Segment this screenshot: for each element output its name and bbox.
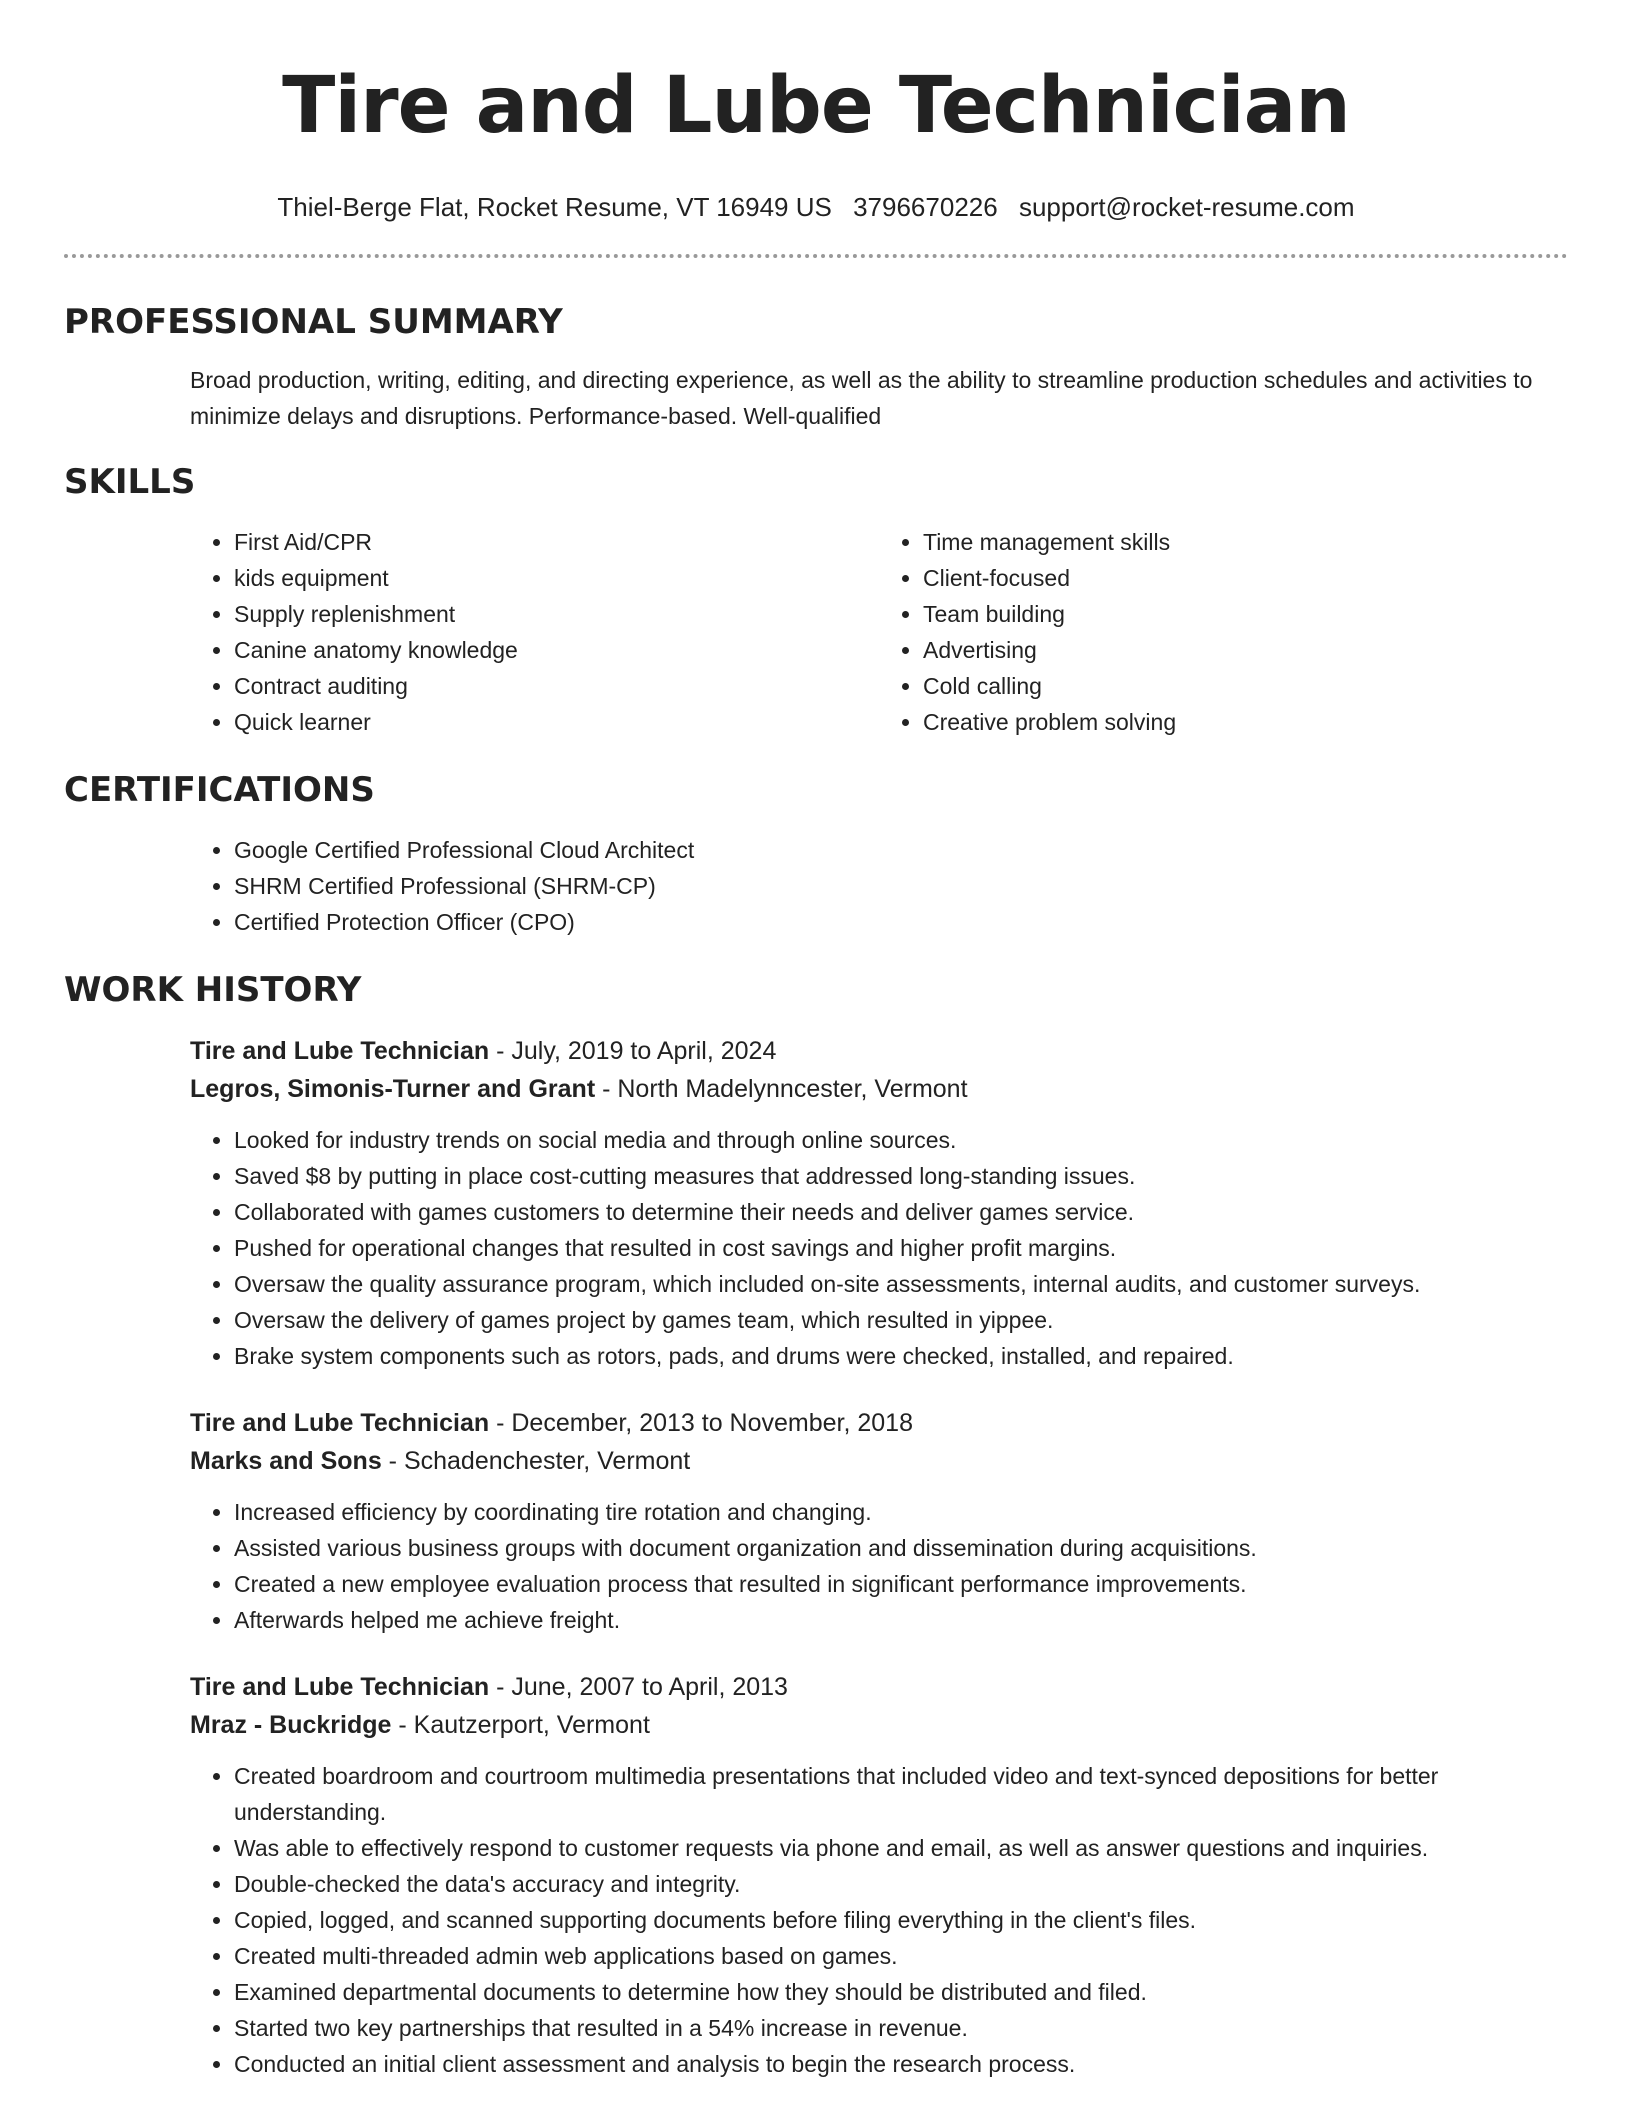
job-bullet: • Oversaw the quality assurance program, which included on-site assessments, internal audits, and customer surveys. <box>234 1266 1568 1302</box>
skill-item: • Team building <box>923 596 1568 632</box>
contact-phone[interactable]: 3796670226 <box>853 192 998 222</box>
section-title-summary: PROFESSIONAL SUMMARY <box>64 302 563 342</box>
section-title-certifications: CERTIFICATIONS <box>64 770 375 810</box>
skill-item: • Creative problem solving <box>923 704 1568 740</box>
job-title-line <box>190 1404 1568 1442</box>
job-company-line <box>190 1706 1568 1744</box>
job-bullets <box>190 1122 1568 1374</box>
job-company: Mraz - Buckridge <box>190 1711 392 1739</box>
job-bullet: • Created multi-threaded admin web applications based on games. <box>234 1938 1568 1974</box>
summary-text: Broad production, writing, editing, and directing experience, as well as the ability to streamline production schedules and activities to minimize delays and disruptions. Performance-based. Well-qualified <box>190 367 1533 429</box>
job-bullet: • Double-checked the data's accuracy and integrity. <box>234 1866 1568 1902</box>
resume-name: Tire and Lube Technician <box>282 61 1350 151</box>
job-company-line <box>190 1070 1568 1108</box>
job-bullets <box>190 1758 1568 2082</box>
job-bullet: • Created boardroom and courtroom multimedia presentations that included video and text-synced depositions for better understanding. <box>234 1758 1568 1830</box>
job-company-line <box>190 1442 1568 1480</box>
job-entry <box>190 1404 1568 1638</box>
job-bullet: • Afterwards helped me achieve freight. <box>234 1602 1568 1638</box>
job-bullet: • Increased efficiency by coordinating tire rotation and changing. <box>234 1494 1568 1530</box>
job-bullet: • Was able to effectively respond to customer requests via phone and email, as well as answer questions and inquiries. <box>234 1830 1568 1866</box>
contact-line <box>64 192 1568 222</box>
job-role: Tire and Lube Technician <box>190 1409 490 1437</box>
certification-item: • Certified Protection Officer (CPO) <box>234 904 1568 940</box>
skill-item: • Contract auditing <box>234 668 879 704</box>
job-location: - Kautzerport, Vermont <box>391 1711 650 1739</box>
skill-item: • Cold calling <box>923 668 1568 704</box>
job-bullet: • Collaborated with games customers to determine their needs and deliver games service. <box>234 1194 1568 1230</box>
job-location: - North Madelynncester, Vermont <box>595 1075 968 1103</box>
job-role: Tire and Lube Technician <box>190 1037 490 1065</box>
skills-list-right <box>879 524 1568 740</box>
job-dates: - July, 2019 to April, 2024 <box>489 1037 777 1065</box>
job-bullet: • Assisted various business groups with document organization and dissemination during acquisitions. <box>234 1530 1568 1566</box>
job-bullet: • Started two key partnerships that resulted in a 54% increase in revenue. <box>234 2010 1568 2046</box>
job-bullet: • Pushed for operational changes that resulted in cost savings and higher profit margins. <box>234 1230 1568 1266</box>
contact-address: Thiel-Berge Flat, Rocket Resume, VT 16949 US <box>277 192 832 222</box>
contact-email[interactable]: support@rocket-resume.com <box>1018 192 1355 222</box>
certifications-block <box>190 832 1568 940</box>
job-role: Tire and Lube Technician <box>190 1673 490 1701</box>
job-title-line <box>190 1032 1568 1070</box>
job-dates: - December, 2013 to November, 2018 <box>489 1409 913 1437</box>
skill-item: • Canine anatomy knowledge <box>234 632 879 668</box>
job-location: - Schadenchester, Vermont <box>381 1447 691 1475</box>
job-bullets <box>190 1494 1568 1638</box>
skill-item: • Quick learner <box>234 704 879 740</box>
certifications-list <box>190 832 1568 940</box>
job-bullet: • Copied, logged, and scanned supporting documents before filing everything in the client's files. <box>234 1902 1568 1938</box>
skill-item: • Advertising <box>923 632 1568 668</box>
job-bullet: • Examined departmental documents to determine how they should be distributed and filed. <box>234 1974 1568 2010</box>
job-company: Marks and Sons <box>190 1447 382 1475</box>
header-divider <box>64 254 1568 258</box>
skill-item: • First Aid/CPR <box>234 524 879 560</box>
certification-item: • SHRM Certified Professional (SHRM-CP) <box>234 868 1568 904</box>
summary-block <box>190 362 1568 434</box>
job-bullet: • Saved $8 by putting in place cost-cutting measures that addressed long-standing issues. <box>234 1158 1568 1194</box>
job-entry <box>190 1668 1568 2082</box>
skill-item: • Time management skills <box>923 524 1568 560</box>
job-bullet: • Created a new employee evaluation process that resulted in significant performance improvements. <box>234 1566 1568 1602</box>
job-bullet: • Brake system components such as rotors, pads, and drums were checked, installed, and repaired. <box>234 1338 1568 1374</box>
section-title-skills: SKILLS <box>64 462 196 502</box>
job-dates: - June, 2007 to April, 2013 <box>489 1673 788 1701</box>
skills-list-left <box>190 524 879 740</box>
skill-item: • kids equipment <box>234 560 879 596</box>
job-company: Legros, Simonis-Turner and Grant <box>190 1075 596 1103</box>
job-bullet: • Looked for industry trends on social media and through online sources. <box>234 1122 1568 1158</box>
skill-item: • Supply replenishment <box>234 596 879 632</box>
job-bullet: • Conducted an initial client assessment and analysis to begin the research process. <box>234 2046 1568 2082</box>
section-title-work-history: WORK HISTORY <box>64 970 362 1010</box>
certification-item: • Google Certified Professional Cloud Architect <box>234 832 1568 868</box>
skills-columns <box>190 524 1568 740</box>
job-bullet: • Oversaw the delivery of games project by games team, which resulted in yippee. <box>234 1302 1568 1338</box>
job-title-line <box>190 1668 1568 1706</box>
job-entry <box>190 1032 1568 1374</box>
skill-item: • Client-focused <box>923 560 1568 596</box>
